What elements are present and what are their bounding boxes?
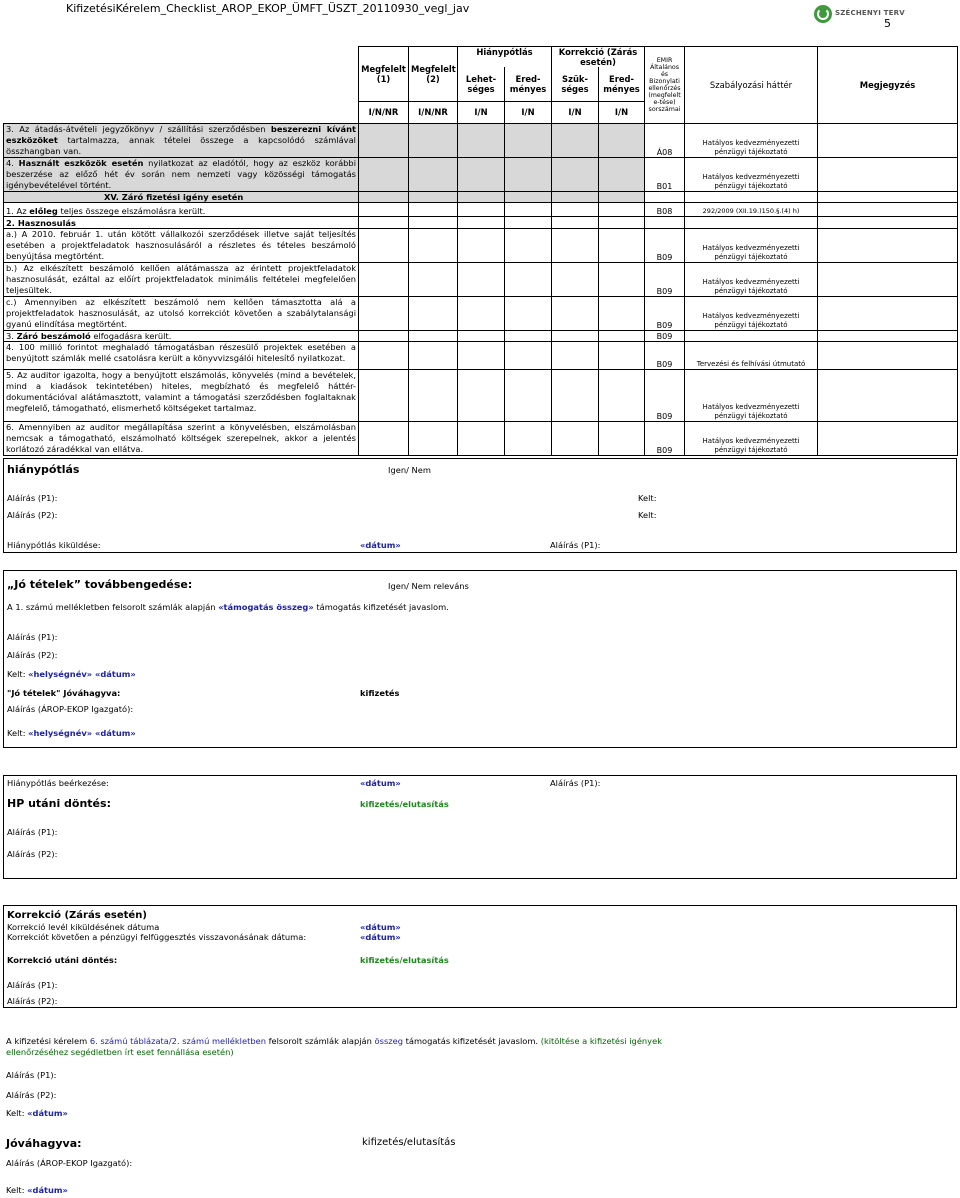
table-row bbox=[4, 421, 958, 455]
hasznosulas-title: 2. Hasznosulás bbox=[4, 216, 359, 228]
table-row bbox=[4, 123, 958, 157]
beerkezese-label: Hiánypótlás beérkezése: bbox=[7, 778, 109, 788]
emir-code: B01 bbox=[645, 157, 685, 191]
kelt-label: Kelt: bbox=[638, 510, 657, 520]
legal-basis: 292/2009 (XII.19.)150.§.(4) h) bbox=[685, 202, 818, 216]
table-row bbox=[4, 157, 958, 191]
col-megjegyzes: Megjegyzés bbox=[818, 47, 958, 124]
row-text: a.) A 2010. február 1. után kötött vállalkozói szerződések illetve saját teljesítés esetében a projektfeladatok hasznosulásáról a részletes és tételes beszámoló benyújtása megtörtént. bbox=[4, 228, 359, 262]
kelt-line: Kelt: «dátum» bbox=[6, 1185, 68, 1195]
alairas-p1-label: Aláírás (P1): bbox=[7, 493, 58, 503]
legal-basis: Hatályos kedvezményezetti pénzügyi tájékoztató bbox=[685, 123, 818, 157]
logo-icon bbox=[814, 5, 832, 23]
col-inr-1: I/N/NR bbox=[359, 101, 409, 123]
jo-tetelek-title: „Jó tételek” továbbengedése: bbox=[7, 578, 193, 591]
kelt-line: Kelt: «helységnév» «dátum» bbox=[7, 669, 136, 679]
col-megfelelt-1: Megfelelt (1) bbox=[359, 47, 409, 102]
row-text: 1. Az előleg teljes összege elszámolásra került. bbox=[4, 202, 359, 216]
hp-dontes-value[interactable]: kifizetés/elutasítás bbox=[360, 799, 449, 809]
col-inr-2: I/N/NR bbox=[409, 101, 458, 123]
legal-basis: Hatályos kedvezményezetti pénzügyi tájékoztató bbox=[685, 262, 818, 296]
col-hianypotlas: Hiánypótlás bbox=[458, 47, 552, 68]
emir-code: B09 bbox=[645, 369, 685, 421]
col-emir: EMIR Általános és Bizonylati ellenőrzés (megfelelt e-tése) sorszámai bbox=[645, 47, 685, 124]
hp-utani-dontes-section bbox=[3, 775, 957, 879]
korrekcio-utani-value[interactable]: kifizetés/elutasítás bbox=[360, 955, 449, 965]
row-text: 4. 100 millió forintot meghaladó támogatásban részesülő projektek esetében a benyújtott számlák mellé csatolásra került a könyvvizsgálói hitelesítő nyilatkozat. bbox=[4, 341, 359, 369]
row-text: 6. Amennyiben az auditor megállapítása szerint a könyvelésben, elszámolásban nemcsak a támogatható, elszámolható költségek szerepelnek, akkor a jelentés korlátozó záradékkal van ellátva. bbox=[4, 421, 359, 455]
kelt-line: Kelt: «dátum» bbox=[6, 1108, 68, 1118]
alairas-igazgato-label: Aláírás (ÁROP-EKOP Igazgató): bbox=[6, 1158, 133, 1168]
legal-basis: Hatályos kedvezményezetti pénzügyi tájékoztató bbox=[685, 421, 818, 455]
jovahagyva-value: kifizetés/elutasítás bbox=[362, 1137, 456, 1148]
col-in-2: I/N bbox=[505, 101, 552, 123]
hianypotlas-igen-nem[interactable]: Igen/ Nem bbox=[388, 465, 431, 475]
alairas-p1-label: Aláírás (P1): bbox=[7, 980, 58, 990]
jovahagyva-label: Jóváhagyva: bbox=[6, 1137, 82, 1150]
alairas-p1-label: Aláírás (P1): bbox=[550, 540, 601, 550]
col-eredmenyes-1: Ered-ményes bbox=[505, 67, 552, 101]
emir-code: B09 bbox=[645, 330, 685, 341]
table-row bbox=[4, 369, 958, 421]
szechenyi-terv-logo bbox=[814, 5, 905, 25]
korrekcio-section bbox=[3, 905, 957, 1008]
alairas-igazgato-label: Aláírás (ÁROP-EKOP Igazgató): bbox=[7, 704, 134, 714]
logo-text: SZÉCHENYI TERV bbox=[835, 9, 905, 17]
col-lehetseges: Lehet-séges bbox=[458, 67, 505, 101]
final-javaslat-line: A kifizetési kérelem 6. számú táblázata/2. számú mellékletben felsorolt számlák alapján összeg támogatás kifizetését javaslom. (kitöltése a kifizetési igények bbox=[6, 1036, 663, 1046]
col-in-3: I/N bbox=[552, 101, 599, 123]
alairas-p1-label: Aláírás (P1): bbox=[6, 1070, 57, 1080]
document-title: KifizetésiKérelem_Checklist_AROP_EKOP_ÜMFT_ÜSZT_20110930_vegl_jav bbox=[66, 2, 470, 15]
kikuldese-label: Hiánypótlás kiküldése: bbox=[7, 540, 101, 550]
legal-basis: Hatályos kedvezményezetti pénzügyi tájékoztató bbox=[685, 369, 818, 421]
javaslat-line: A 1. számú mellékletben felsorolt számlák alapján «támogatás összeg» támogatás kifizetését javaslom. bbox=[7, 602, 449, 612]
section-title: XV. Záró fizetési igény esetén bbox=[4, 191, 359, 202]
legal-basis: Hatályos kedvezményezetti pénzügyi tájékoztató bbox=[685, 157, 818, 191]
row-text: 3. Záró beszámoló elfogadásra került. bbox=[4, 330, 359, 341]
kikuldese-datum[interactable]: «dátum» bbox=[360, 540, 401, 550]
visszavonas-datum[interactable]: «dátum» bbox=[360, 932, 401, 942]
alairas-p1-label: Aláírás (P1): bbox=[550, 778, 601, 788]
alairas-p2-label: Aláírás (P2): bbox=[7, 510, 58, 520]
col-szabalyozasi: Szabályozási háttér bbox=[685, 47, 818, 124]
table-row bbox=[4, 262, 958, 296]
page-number: 5 bbox=[884, 17, 891, 30]
korrekcio-level-label: Korrekció levél kiküldésének dátuma bbox=[7, 922, 160, 932]
jo-tetelek-section bbox=[3, 570, 957, 748]
emir-code: B09 bbox=[645, 421, 685, 455]
col-szukseges: Szük-séges bbox=[552, 67, 599, 101]
alairas-p2-label: Aláírás (P2): bbox=[6, 1090, 57, 1100]
kelt-label: Kelt: bbox=[638, 493, 657, 503]
col-korrekcio: Korrekció (Zárás esetén) bbox=[552, 47, 645, 68]
table-row bbox=[4, 330, 958, 341]
table-row bbox=[4, 296, 958, 330]
emir-code: Á08 bbox=[645, 123, 685, 157]
legal-basis: Hatályos kedvezményezetti pénzügyi tájékoztató bbox=[685, 296, 818, 330]
jovahagyva-label: "Jó tételek" Jóváhagyva: bbox=[7, 688, 121, 698]
table-row bbox=[4, 216, 958, 228]
emir-code: B09 bbox=[645, 296, 685, 330]
hp-dontes-title: HP utáni döntés: bbox=[7, 797, 111, 810]
alairas-p1-label: Aláírás (P1): bbox=[7, 632, 58, 642]
korrekcio-title: Korrekció (Zárás esetén) bbox=[7, 910, 147, 921]
final-note: ellenőrzéséhez segédletben írt eset fennállása esetén) bbox=[6, 1047, 234, 1057]
emir-code: B09 bbox=[645, 228, 685, 262]
jo-tetelek-igen-nem[interactable]: Igen/ Nem releváns bbox=[388, 581, 469, 591]
col-megfelelt-2: Megfelelt (2) bbox=[409, 47, 458, 102]
legal-basis: Hatályos kedvezményezetti pénzügyi tájékoztató bbox=[685, 228, 818, 262]
alairas-p1-label: Aláírás (P1): bbox=[7, 827, 58, 837]
emir-code: B09 bbox=[645, 341, 685, 369]
table-row bbox=[4, 228, 958, 262]
col-eredmenyes-2: Ered-ményes bbox=[599, 67, 645, 101]
alairas-p2-label: Aláírás (P2): bbox=[7, 650, 58, 660]
hianypotlas-section bbox=[3, 458, 957, 553]
kelt-line: Kelt: «helységnév» «dátum» bbox=[7, 728, 136, 738]
col-in-1: I/N bbox=[458, 101, 505, 123]
section-row bbox=[4, 191, 958, 202]
table-row bbox=[4, 202, 958, 216]
row-text: c.) Amennyiben az elkészített beszámoló nem kellően támasztotta alá a projektfeladatok hasznosulását, az utolsó korrekciót követően a szabálytalansági gyanú elindítása megtörtént. bbox=[4, 296, 359, 330]
legal-basis: Tervezési és felhívási útmutató bbox=[685, 341, 818, 369]
row-text: b.) Az elkészített beszámoló kellően alátámassza az érintett projektfeladatok hasznosulását, ezáltal az előírt projektfeladatok minimális feltételei megfelelően teljesültek. bbox=[4, 262, 359, 296]
checklist-table bbox=[3, 46, 958, 456]
row-text: 3. Az átadás-átvételi jegyzőkönyv / szállítási szerződésben beszerezni kívánt eszközöket tartalmazza, annak tételei összege a kapcsolódó számlával összhangban van. bbox=[4, 123, 359, 157]
col-in-4: I/N bbox=[599, 101, 645, 123]
hianypotlas-title: hiánypótlás bbox=[7, 463, 80, 476]
korrekcio-utani-label: Korrekció utáni döntés: bbox=[7, 955, 118, 965]
visszavonas-label: Korrekciót követően a pénzügyi felfüggesztés visszavonásának dátuma: bbox=[7, 932, 307, 942]
alairas-p2-label: Aláírás (P2): bbox=[7, 849, 58, 859]
row-text: 4. Használt eszközök esetén nyilatkozat az eladótól, hogy az eszköz korábbi beszerzése az előző hét év során nem nemzeti vagy közösségi támogatás igénybevételével történt. bbox=[4, 157, 359, 191]
alairas-p2-label: Aláírás (P2): bbox=[7, 996, 58, 1006]
beerkezese-datum[interactable]: «dátum» bbox=[360, 778, 401, 788]
emir-code: B09 bbox=[645, 262, 685, 296]
jovahagyva-value: kifizetés bbox=[360, 688, 400, 698]
row-text: 5. Az auditor igazolta, hogy a benyújtott elszámolás, könyvelés (mind a bevételek, mind a kiadások tekintetében) hiteles, megbízható és megfelelő háttér-dokumentációval alátámasztott, valamint a támogatási szerződésben foglaltaknak megfelelő, támogatható, elismerhető költségeket tartalmaz. bbox=[4, 369, 359, 421]
korrekcio-level-datum[interactable]: «dátum» bbox=[360, 922, 401, 932]
emir-code: B08 bbox=[645, 202, 685, 216]
table-row bbox=[4, 341, 958, 369]
